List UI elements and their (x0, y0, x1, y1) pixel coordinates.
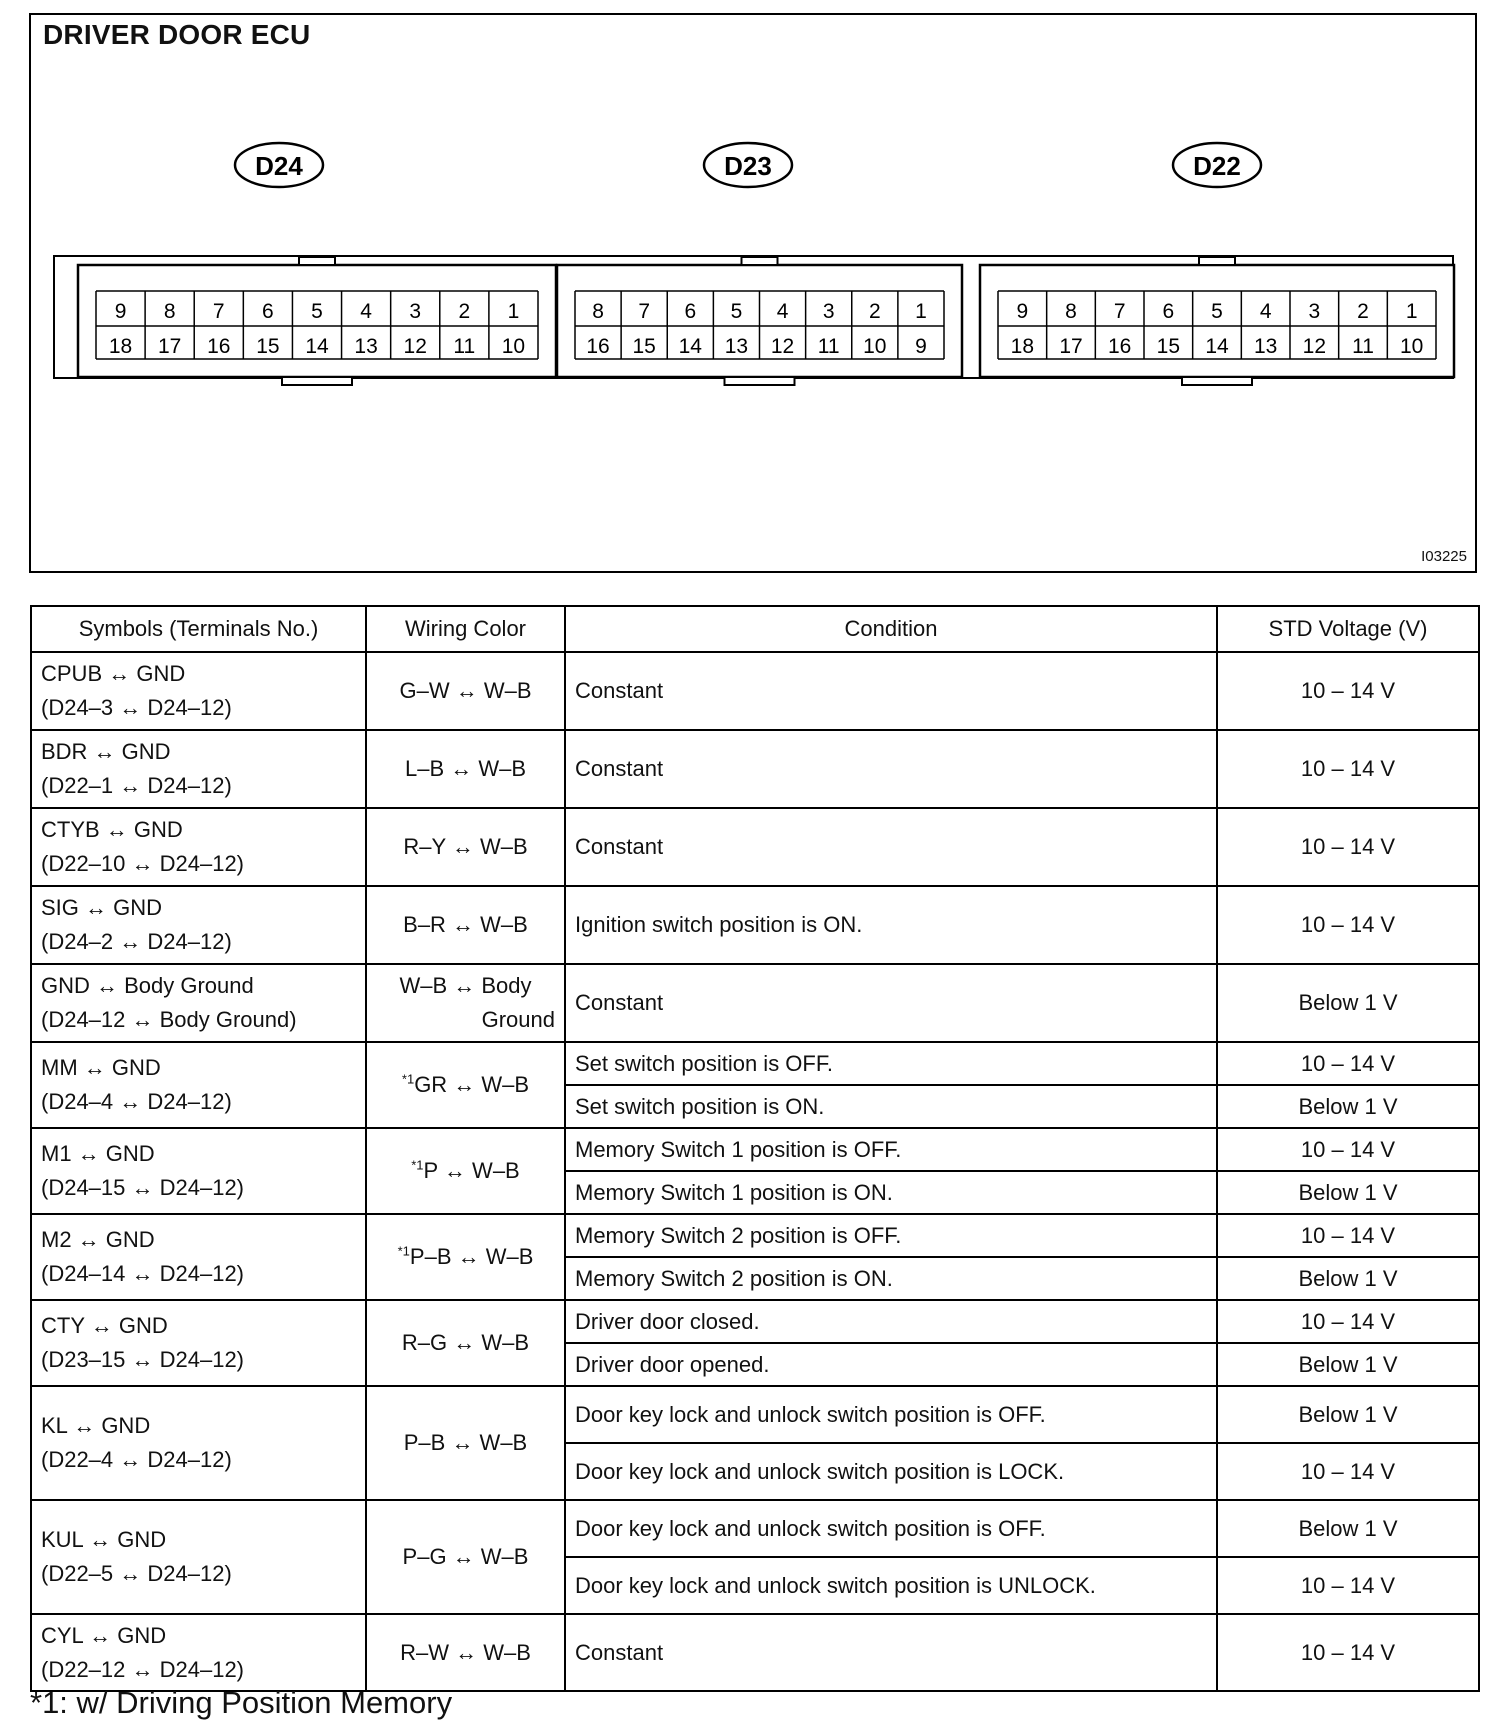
condition-cell: Memory Switch 2 position is OFF. (565, 1214, 1217, 1257)
table-row (31, 1500, 1479, 1557)
symbol-cell (31, 1500, 366, 1614)
symbol-pair: SIG ↔ GND (41, 895, 163, 920)
terminal-number: 9 (915, 335, 927, 358)
condition-cell: Constant (565, 808, 1217, 886)
terminal-number: 8 (163, 300, 176, 323)
terminal-number: 9 (114, 300, 127, 323)
wiring-color-cell (366, 1300, 565, 1386)
terminal-number: 7 (212, 300, 225, 323)
terminal-number: 18 (108, 335, 133, 358)
wiring-color-cell (366, 730, 565, 808)
connector-figure (29, 13, 1477, 573)
terminal-number: 4 (360, 300, 372, 323)
symbol-pair: CPUB ↔ GND (41, 661, 186, 686)
terminal-number: 11 (817, 335, 840, 358)
table-row (31, 964, 1479, 1042)
table-row (31, 652, 1479, 730)
voltage-cell: 10 – 14 V (1217, 808, 1479, 886)
symbol-cell (31, 1128, 366, 1214)
symbol-cell (31, 964, 366, 1042)
footnote-marker: *1 (397, 1243, 410, 1259)
wiring-color-continued: Ground (481, 1007, 555, 1032)
symbol-pair: M2 ↔ GND (41, 1227, 155, 1252)
terminal-pair: (D23–15 ↔ D24–12) (41, 1347, 245, 1372)
wiring-color-cell (366, 1128, 565, 1214)
terminal-number: 13 (354, 335, 378, 358)
connector-label: D22 (1193, 151, 1241, 181)
connector-latch (742, 257, 778, 265)
header-wiring-color: Wiring Color (366, 606, 565, 652)
terminal-number: 15 (1156, 335, 1181, 358)
table-row (31, 1300, 1479, 1343)
terminal-pair: (D24–12 ↔ Body Ground) (41, 1007, 297, 1032)
symbol-pair: M1 ↔ GND (41, 1141, 155, 1166)
wiring-color: G–W ↔ W–B (399, 678, 532, 703)
voltage-cell: 10 – 14 V (1217, 1443, 1479, 1500)
symbol-cell (31, 1214, 366, 1300)
wiring-color: W–B ↔ Body (399, 973, 532, 998)
terminal-pair: (D22–10 ↔ D24–12) (41, 851, 245, 876)
table-row (31, 1128, 1479, 1171)
wiring-color: P–B ↔ W–B (403, 1430, 528, 1455)
voltage-cell: 10 – 14 V (1217, 886, 1479, 964)
wiring-color-cell (366, 808, 565, 886)
table-row (31, 730, 1479, 808)
terminal-number: 1 (507, 300, 520, 323)
terminal-number: 6 (1162, 300, 1175, 323)
terminal-number: 15 (256, 335, 280, 358)
symbol-cell (31, 730, 366, 808)
wiring-color: P–G ↔ W–B (402, 1544, 529, 1569)
figure-code: I03225 (1421, 548, 1467, 565)
footnote: *1: w/ Driving Position Memory (30, 1685, 453, 1720)
terminal-number: 16 (586, 335, 610, 358)
voltage-cell: Below 1 V (1217, 1386, 1479, 1443)
condition-cell: Door key lock and unlock switch position is LOCK. (565, 1443, 1217, 1500)
terminal-pair: (D22–5 ↔ D24–12) (41, 1561, 232, 1586)
voltage-cell: 10 – 14 V (1217, 1042, 1479, 1085)
footnote-marker: *1 (401, 1071, 415, 1087)
symbol-cell (31, 1300, 366, 1386)
table-header-row (31, 606, 1479, 652)
symbol-cell (31, 808, 366, 886)
condition-cell: Set switch position is OFF. (565, 1042, 1217, 1085)
terminal-number: 2 (868, 300, 881, 323)
condition-cell: Driver door opened. (565, 1343, 1217, 1386)
terminal-pair: (D22–4 ↔ D24–12) (41, 1447, 232, 1472)
terminal-number: 3 (1308, 300, 1321, 323)
connector-latch (1199, 257, 1235, 265)
connector-key (725, 377, 795, 385)
terminal-number: 12 (403, 335, 427, 358)
terminal-pair: (D24–14 ↔ D24–12) (41, 1261, 245, 1286)
terminal-spec-table (30, 605, 1480, 1692)
symbol-pair: CTYB ↔ GND (41, 817, 183, 842)
table-row (31, 1214, 1479, 1257)
condition-cell: Memory Switch 1 position is OFF. (565, 1128, 1217, 1171)
terminal-number: 14 (1205, 335, 1229, 358)
condition-cell: Door key lock and unlock switch position is UNLOCK. (565, 1557, 1217, 1614)
voltage-cell: Below 1 V (1217, 1257, 1479, 1300)
wiring-color-cell (366, 1214, 565, 1300)
condition-cell: Driver door closed. (565, 1300, 1217, 1343)
wiring-color: P–B ↔ W–B (409, 1244, 534, 1269)
terminal-number: 16 (207, 335, 231, 358)
connector-key (1182, 377, 1252, 385)
terminal-pair: (D24–3 ↔ D24–12) (41, 695, 232, 720)
terminal-number: 11 (1352, 335, 1374, 358)
terminal-number: 7 (1113, 300, 1126, 323)
terminal-number: 3 (409, 300, 422, 323)
symbol-pair: GND ↔ Body Ground (41, 973, 254, 998)
connector-diagram (31, 15, 1479, 575)
symbol-cell (31, 886, 366, 964)
terminal-number: 1 (915, 300, 927, 323)
voltage-cell: 10 – 14 V (1217, 1300, 1479, 1343)
terminal-number: 6 (684, 300, 697, 323)
table-row (31, 1042, 1479, 1085)
condition-cell: Door key lock and unlock switch position is OFF. (565, 1386, 1217, 1443)
terminal-number: 5 (730, 300, 743, 323)
terminal-number: 5 (311, 300, 323, 323)
condition-cell: Constant (565, 652, 1217, 730)
voltage-cell: 10 – 14 V (1217, 1557, 1479, 1614)
condition-cell: Ignition switch position is ON. (565, 886, 1217, 964)
connector-label: D23 (724, 151, 772, 181)
terminal-number: 13 (1253, 335, 1278, 358)
condition-cell: Constant (565, 964, 1217, 1042)
voltage-cell: Below 1 V (1217, 964, 1479, 1042)
table-row (31, 1386, 1479, 1443)
header-symbols: Symbols (Terminals No.) (31, 606, 366, 652)
terminal-number: 17 (1059, 335, 1083, 358)
symbol-pair: KUL ↔ GND (41, 1527, 167, 1552)
symbol-pair: CYL ↔ GND (41, 1622, 167, 1648)
terminal-number: 14 (305, 335, 329, 358)
connector-key (282, 377, 352, 385)
terminal-pair: (D22–12 ↔ D24–12) (41, 1656, 245, 1682)
terminal-number: 2 (458, 300, 471, 323)
terminal-number: 11 (453, 335, 476, 358)
voltage-cell: Below 1 V (1217, 1085, 1479, 1128)
wiring-color-cell (366, 1500, 565, 1614)
connector-label: D24 (255, 151, 303, 181)
terminal-number: 7 (638, 300, 651, 323)
terminal-number: 14 (678, 335, 702, 358)
terminal-number: 6 (262, 300, 274, 323)
terminal-number: 10 (501, 335, 526, 358)
condition-cell: Memory Switch 2 position is ON. (565, 1257, 1217, 1300)
terminal-number: 9 (1016, 300, 1029, 323)
terminal-number: 8 (1065, 300, 1077, 323)
terminal-pair: (D24–15 ↔ D24–12) (41, 1175, 245, 1200)
voltage-cell: Below 1 V (1217, 1500, 1479, 1557)
symbol-pair: KL ↔ GND (41, 1413, 151, 1438)
wiring-color-cell (366, 964, 565, 1042)
wiring-color: L–B ↔ W–B (404, 756, 527, 781)
symbol-cell (31, 1042, 366, 1128)
table-row (31, 886, 1479, 964)
terminal-number: 4 (776, 300, 789, 323)
voltage-cell: 10 – 14 V (1217, 1128, 1479, 1171)
voltage-cell: 10 – 14 V (1217, 652, 1479, 730)
header-std-voltage: STD Voltage (V) (1217, 606, 1479, 652)
terminal-number: 5 (1211, 300, 1223, 323)
terminal-number: 2 (1357, 300, 1369, 323)
terminal-number: 10 (863, 335, 887, 358)
terminal-pair: (D22–1 ↔ D24–12) (41, 773, 232, 798)
condition-cell: Door key lock and unlock switch position is OFF. (565, 1500, 1217, 1557)
voltage-cell: 10 – 14 V (1217, 730, 1479, 808)
terminal-number: 13 (724, 335, 749, 358)
terminal-number: 12 (770, 335, 795, 358)
symbol-cell (31, 1386, 366, 1500)
terminal-number: 17 (157, 335, 182, 358)
symbol-cell (31, 652, 366, 730)
terminal-number: 4 (1259, 300, 1272, 323)
symbol-cell (31, 1614, 366, 1691)
wiring-color-cell (366, 886, 565, 964)
wiring-color: GR ↔ W–B (414, 1072, 530, 1097)
connector-latch (299, 257, 335, 265)
terminal-number: 10 (1399, 335, 1424, 358)
symbol-pair: BDR ↔ GND (41, 739, 171, 764)
voltage-cell: Below 1 V (1217, 1171, 1479, 1214)
wiring-color: R–W ↔ W–B (400, 1639, 531, 1665)
condition-cell: Memory Switch 1 position is ON. (565, 1171, 1217, 1214)
terminal-number: 12 (1302, 335, 1327, 358)
table-row (31, 808, 1479, 886)
symbol-pair: MM ↔ GND (41, 1055, 161, 1080)
wiring-color: R–Y ↔ W–B (403, 834, 528, 859)
condition-cell: Constant (565, 1614, 1217, 1691)
terminal-number: 16 (1107, 335, 1132, 358)
terminal-number: 18 (1010, 335, 1035, 358)
table-row (31, 1614, 1479, 1691)
condition-cell: Set switch position is ON. (565, 1085, 1217, 1128)
terminal-number: 15 (632, 335, 656, 358)
voltage-cell: 10 – 14 V (1217, 1614, 1479, 1691)
voltage-cell: Below 1 V (1217, 1343, 1479, 1386)
wiring-color: B–R ↔ W–B (403, 912, 528, 937)
wiring-color: P ↔ W–B (423, 1158, 520, 1183)
wiring-color-cell (366, 1386, 565, 1500)
wiring-color: R–G ↔ W–B (401, 1330, 530, 1355)
condition-cell: Constant (565, 730, 1217, 808)
terminal-number: 8 (592, 300, 604, 323)
wiring-color-cell (366, 1042, 565, 1128)
header-condition: Condition (565, 606, 1217, 652)
terminal-pair: (D24–4 ↔ D24–12) (41, 1089, 232, 1114)
footnote-marker: *1 (411, 1157, 424, 1173)
symbol-pair: CTY ↔ GND (41, 1313, 168, 1338)
terminal-pair: (D24–2 ↔ D24–12) (41, 929, 232, 954)
figure-title: DRIVER DOOR ECU (43, 19, 311, 50)
terminal-number: 1 (1405, 300, 1418, 323)
wiring-color-cell (366, 1614, 565, 1691)
terminal-number: 3 (822, 300, 835, 323)
wiring-color-cell (366, 652, 565, 730)
voltage-cell: 10 – 14 V (1217, 1214, 1479, 1257)
